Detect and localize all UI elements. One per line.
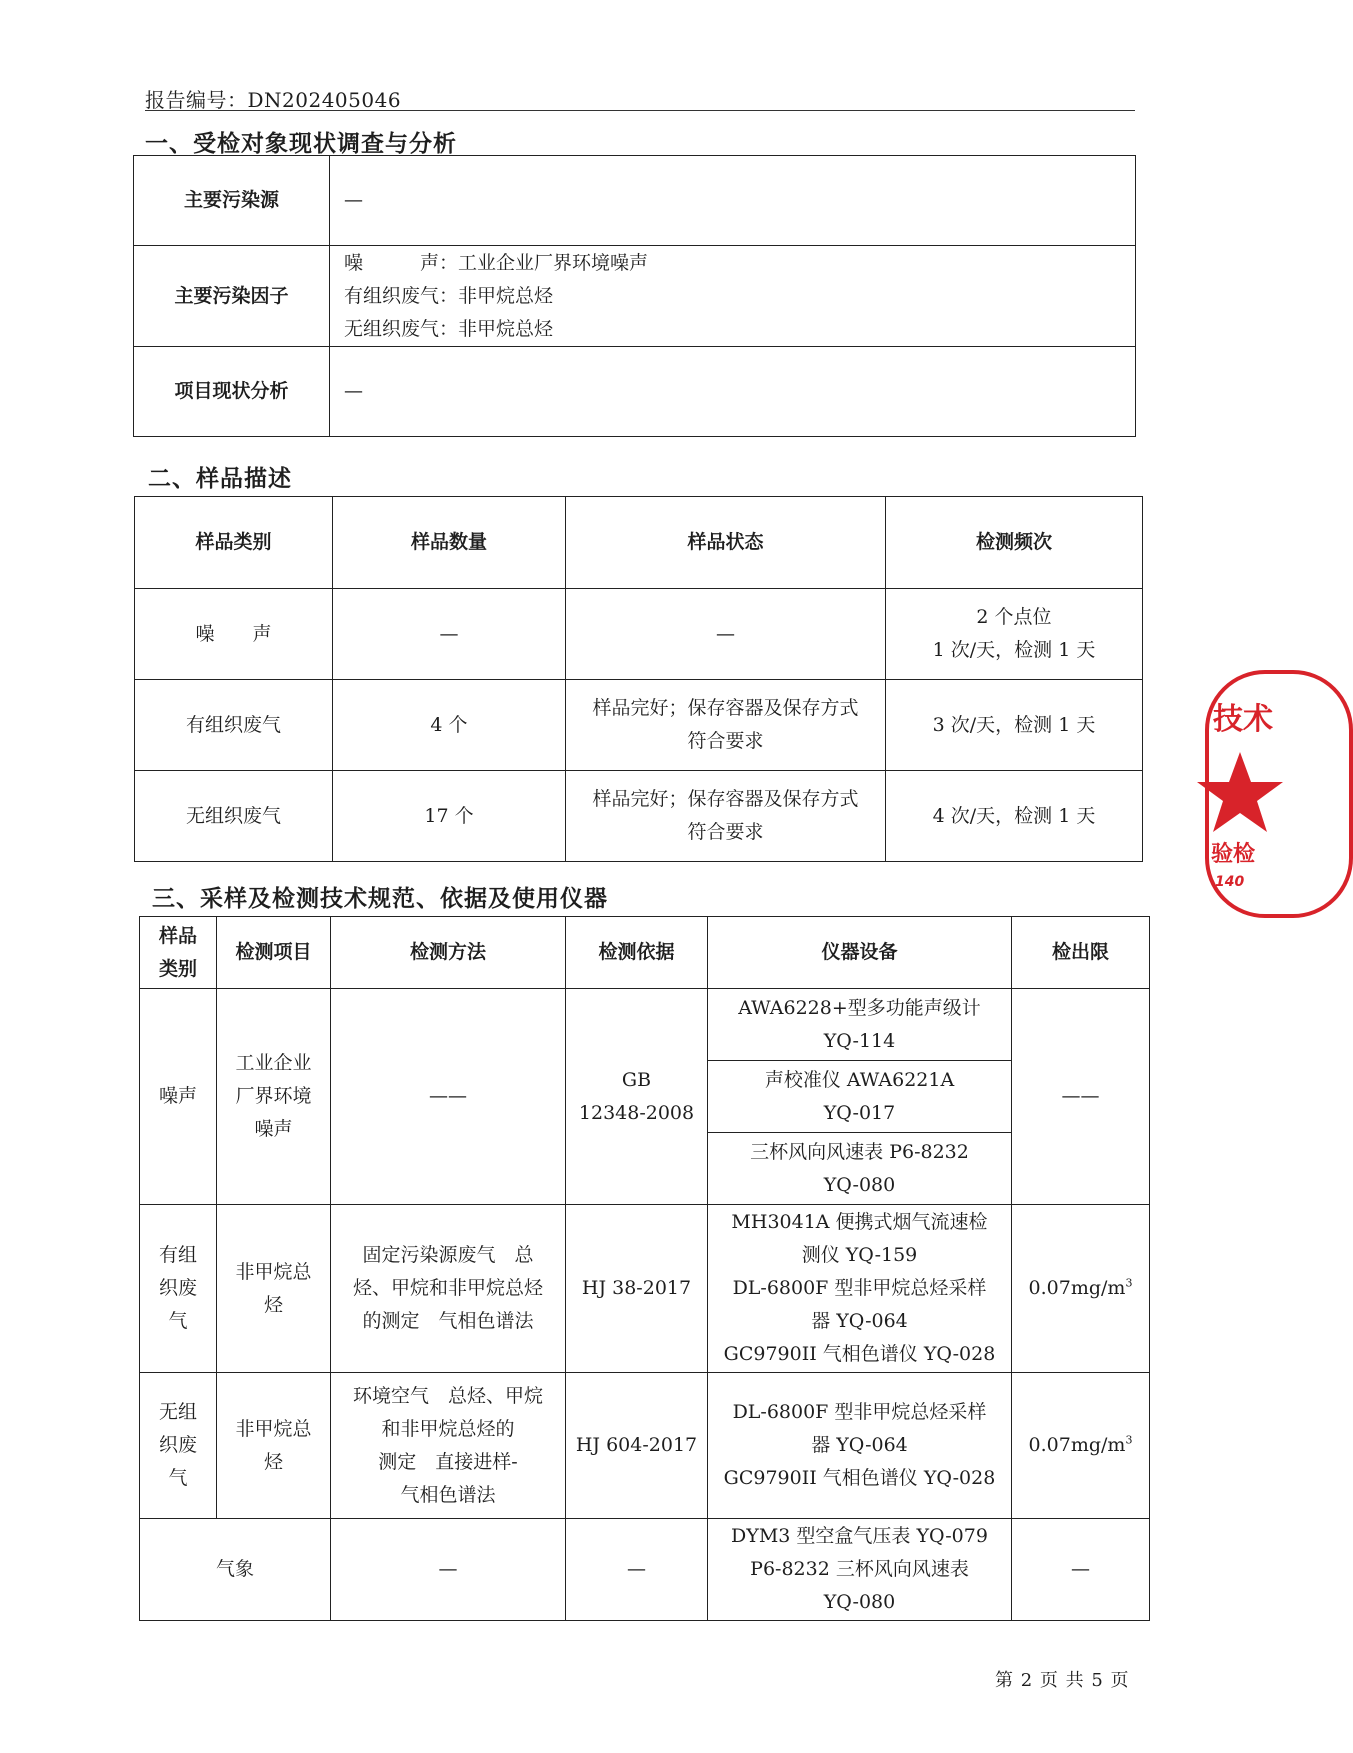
cell: 无组 织废 气 [140, 1373, 217, 1519]
table-row [140, 1373, 1150, 1519]
instrument-cell: 声校准仪 AWA6221A YQ-017 [708, 1061, 1012, 1133]
instrument-cell: MH3041A 便携式烟气流速检 测仪 YQ-159 DL-6800F 型非甲烷总烃采样 器 YQ-064 GC9790II 气相色谱仪 YQ-028 [708, 1205, 1012, 1373]
col-header: 检测方法 [331, 917, 566, 989]
instrument-cell: 三杯风向风速表 P6-8232 YQ-080 [708, 1133, 1012, 1205]
cell: 非甲烷总 烃 [217, 1373, 331, 1519]
cell: 环境空气 总烃、甲烷 和非甲烷总烃的 测定 直接进样- 气相色谱法 [331, 1373, 566, 1519]
cell: 4 次/天，检测 1 天 [886, 771, 1143, 862]
cell: 无组织废气 [135, 771, 333, 862]
header-row [140, 917, 1150, 989]
section3-title: 三、采样及检测技术规范、依据及使用仪器 [152, 886, 608, 912]
table-row [135, 680, 1143, 771]
cell: HJ 604-2017 [566, 1373, 708, 1519]
col-header: 仪器设备 [708, 917, 1012, 989]
cell: 样品完好；保存容器及保存方式 符合要求 [566, 680, 886, 771]
cell: 噪声 [140, 989, 217, 1205]
instrument-cell: DL-6800F 型非甲烷总烃采样 器 YQ-064 GC9790II 气相色谱仪 YQ-028 [708, 1373, 1012, 1519]
cell: —— [1012, 989, 1150, 1205]
cell: 4 个 [333, 680, 566, 771]
table-row [140, 989, 1150, 1061]
seal-star-icon [1200, 752, 1247, 842]
cell: —— [331, 989, 566, 1205]
col-header: 检测项目 [217, 917, 331, 989]
cell: 样品完好；保存容器及保存方式 符合要求 [566, 771, 886, 862]
cell: — [566, 589, 886, 680]
header-row [135, 497, 1143, 589]
row-value: — [330, 347, 1136, 437]
row-value: 噪 声：工业企业厂界环境噪声 有组织废气：非甲烷总烃 无组织废气：非甲烷总烃 [330, 246, 1136, 347]
col-header: 样品 类别 [140, 917, 217, 989]
table-row [135, 771, 1143, 862]
table-row [134, 156, 1136, 246]
table-row [135, 589, 1143, 680]
cell: — [1012, 1519, 1150, 1621]
method-table [139, 916, 1150, 1621]
row-label: 主要污染因子 [134, 246, 330, 347]
cell: 2 个点位 1 次/天，检测 1 天 [886, 589, 1143, 680]
col-header: 检测依据 [566, 917, 708, 989]
col-header: 样品数量 [333, 497, 566, 589]
cell: $0.07mg/m^3$ [1012, 1373, 1150, 1519]
cell: 有组 织废 气 [140, 1205, 217, 1373]
cell: 工业企业 厂界环境 噪声 [217, 989, 331, 1205]
section1-title: 一、受检对象现状调查与分析 [145, 131, 457, 157]
page-number: 第 2 页 共 5 页 [995, 1670, 1130, 1691]
col-header: 检测频次 [886, 497, 1143, 589]
seal-text-bottom: 140 [1215, 874, 1245, 890]
col-header: 样品状态 [566, 497, 886, 589]
seal-text-top: 技术 [1213, 702, 1273, 737]
report-number: 报告编号：DN202405046 [145, 88, 402, 112]
row-value: — [330, 156, 1136, 246]
cell: $0.07mg/m^3$ [1012, 1205, 1150, 1373]
cell: 17 个 [333, 771, 566, 862]
survey-table [133, 155, 1136, 437]
header-divider [145, 110, 1135, 111]
table-row [140, 1519, 1150, 1621]
col-header: 样品类别 [135, 497, 333, 589]
cell: 有组织废气 [135, 680, 333, 771]
seal-text-mid: 验检 [1211, 842, 1256, 867]
row-label: 主要污染源 [134, 156, 330, 246]
table-row [134, 347, 1136, 437]
sample-table [134, 496, 1143, 862]
section2-title: 二、样品描述 [148, 466, 292, 492]
cell: 气象 [140, 1519, 331, 1621]
cell: HJ 38-2017 [566, 1205, 708, 1373]
table-row [134, 246, 1136, 347]
cell: 非甲烷总 烃 [217, 1205, 331, 1373]
cell: 固定污染源废气 总 烃、甲烷和非甲烷总烃 的测定 气相色谱法 [331, 1205, 566, 1373]
cell: — [566, 1519, 708, 1621]
instrument-cell: DYM3 型空盒气压表 YQ-079 P6-8232 三杯风向风速表 YQ-080 [708, 1519, 1012, 1621]
row-label: 项目现状分析 [134, 347, 330, 437]
cell: — [331, 1519, 566, 1621]
col-header: 检出限 [1012, 917, 1150, 989]
cell: 噪 声 [135, 589, 333, 680]
table-row [140, 1205, 1150, 1373]
instrument-cell: AWA6228+型多功能声级计 YQ-114 [708, 989, 1012, 1061]
cell: — [333, 589, 566, 680]
cell: 3 次/天，检测 1 天 [886, 680, 1143, 771]
cell: GB 12348-2008 [566, 989, 708, 1205]
